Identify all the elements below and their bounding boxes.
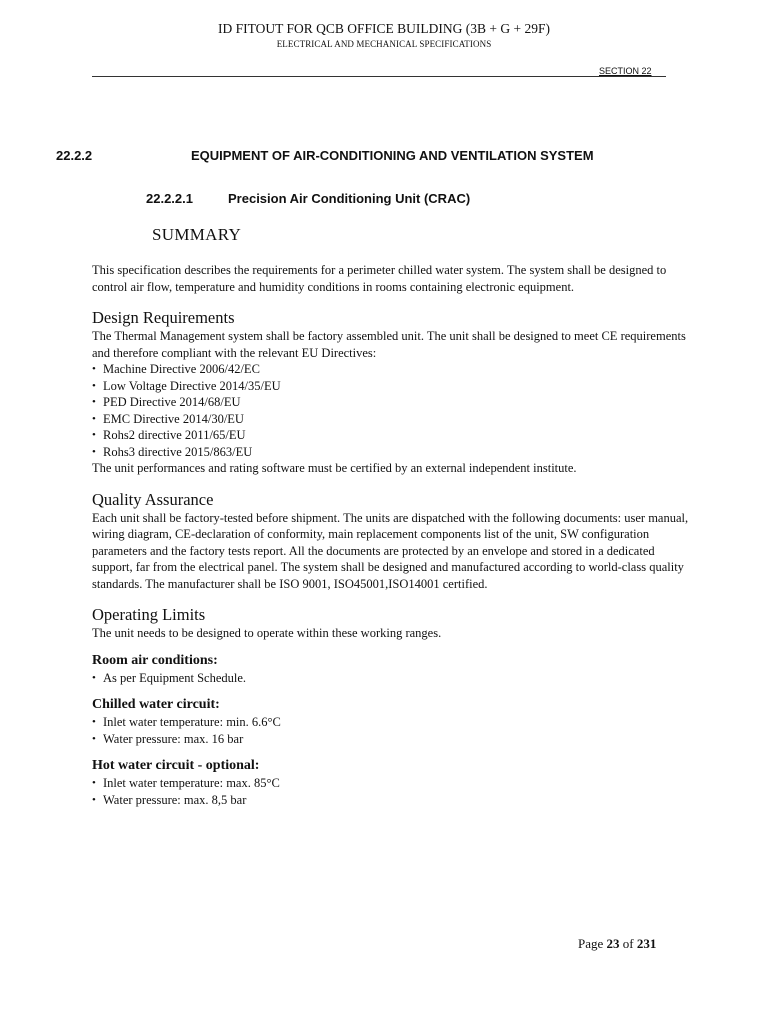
hot-water-heading: Hot water circuit - optional:	[92, 758, 260, 773]
summary-heading: SUMMARY	[152, 225, 242, 244]
list-item: • Water pressure: max. 8,5 bar	[92, 792, 692, 809]
page-number	[578, 936, 656, 952]
design-intro: The Thermal Management system shall be factory assembled unit. The unit shall be designed to meet CE requirements and therefore compliant with the relevant EU Directives:	[92, 329, 686, 360]
section-title: EQUIPMENT OF AIR-CONDITIONING AND VENTILATION SYSTEM	[191, 148, 594, 163]
page-current: 23	[606, 936, 620, 951]
list-item: • Inlet water temperature: min. 6.6°C	[92, 714, 692, 731]
document-header-title: ID FITOUT FOR QCB OFFICE BUILDING (3B + G + 29F)	[217, 21, 550, 36]
list-item: • Inlet water temperature: max. 85°C	[92, 775, 692, 792]
chilled-water-heading: Chilled water circuit:	[92, 697, 220, 712]
design-outro: The unit performances and rating software must be certified by an external independent institute.	[92, 461, 577, 475]
section-number: 22.2.2	[56, 148, 93, 163]
summary-text: This specification describes the requirements for a perimeter chilled water system. The system shall be designed to control air flow, temperature and humidity conditions in rooms containing electronic equipment.	[92, 263, 667, 294]
subsection-title: Precision Air Conditioning Unit (CRAC)	[228, 191, 471, 206]
list-item: • As per Equipment Schedule.	[92, 670, 692, 687]
document-header-subtitle: ELECTRICAL AND MECHANICAL SPECIFICATIONS	[276, 39, 492, 49]
list-item: • Rohs3 directive 2015/863/EU	[92, 444, 692, 461]
list-item: • Machine Directive 2006/42/EC	[92, 361, 692, 378]
operating-limits-intro: The unit needs to be designed to operate within these working ranges.	[92, 626, 442, 640]
operating-limits-heading: Operating Limits	[92, 605, 206, 624]
page-total: 231	[636, 936, 657, 951]
document-body	[92, 262, 692, 808]
list-item: • EMC Directive 2014/30/EU	[92, 411, 692, 428]
list-item: • PED Directive 2014/68/EU	[92, 394, 692, 411]
list-item: • Water pressure: max. 16 bar	[92, 731, 692, 748]
subsection-number: 22.2.2.1	[146, 191, 193, 206]
hot-water-list	[92, 775, 692, 808]
room-air-heading: Room air conditions:	[92, 652, 218, 668]
section-label: SECTION 22	[599, 66, 652, 76]
list-item: • Rohs2 directive 2011/65/EU	[92, 427, 692, 444]
room-air-list	[92, 670, 692, 687]
quality-text: Each unit shall be factory-tested before shipment. The units are dispatched with the following documents: user manual, wiring diagram, CE-declaration of conformity, main replacement components list of the unit, SW configuration parameters and the factory tests report. All the documents are protected by an envelope and stored in a dedicated support, far from the electrical panel. The system shall be designed and manufactured according to world-class quality standards. The manufacturer shall be ISO 9001, ISO45001,ISO14001 certified.	[92, 510, 689, 591]
list-item: • Low Voltage Directive 2014/35/EU	[92, 378, 692, 395]
header-divider	[92, 76, 666, 77]
design-requirements-heading: Design Requirements	[92, 308, 235, 327]
directive-list	[92, 361, 692, 460]
quality-assurance-heading: Quality Assurance	[92, 489, 214, 509]
of-label: of	[622, 936, 634, 951]
page-label: Page	[578, 936, 604, 951]
chilled-water-list	[92, 714, 692, 747]
